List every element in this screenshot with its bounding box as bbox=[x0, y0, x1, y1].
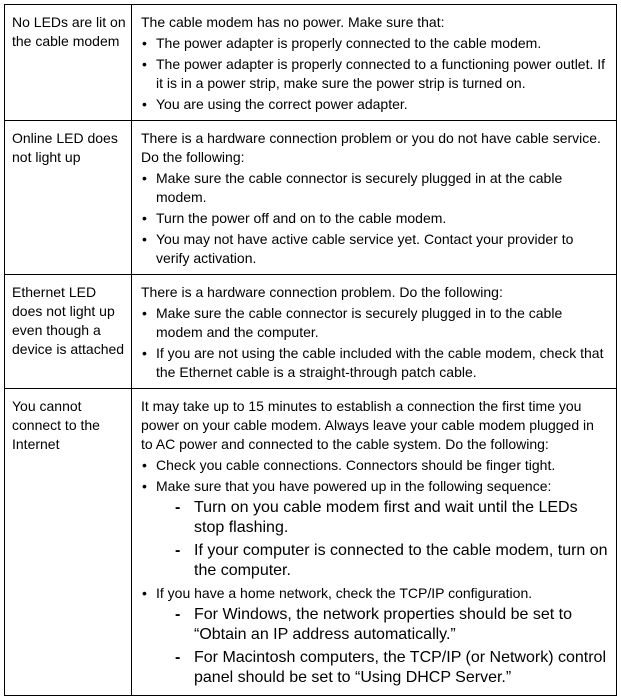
solution-cell bbox=[132, 121, 617, 275]
list-item-text: Make sure that you have powered up in the following sequence: bbox=[156, 478, 552, 494]
symptom-cell: No LEDs are lit on the cable modem bbox=[5, 5, 132, 121]
solution-intro: It may take up to 15 minutes to establish a connection the first time you power on your cable modem. Always leave your cable modem plugged in to AC power and connected to the cable system. Do the following: bbox=[141, 398, 594, 452]
sub-list-item: - For Windows, the network properties should be set to “Obtain an IP address automatically.” bbox=[156, 605, 608, 645]
sub-list bbox=[156, 605, 608, 688]
list-item: • The power adapter is properly connected to a functioning power outlet. If it is in a power strip, make sure the power strip is turned on. bbox=[141, 55, 608, 93]
solution-list bbox=[141, 169, 608, 268]
table-row bbox=[5, 121, 617, 275]
table-row bbox=[5, 5, 617, 121]
sub-list bbox=[156, 498, 608, 581]
solution-cell bbox=[132, 5, 617, 121]
list-item: • You may not have active cable service yet. Contact your provider to verify activation. bbox=[141, 230, 608, 268]
solution-list bbox=[141, 304, 608, 382]
solution-list bbox=[141, 34, 608, 114]
list-item: • Check you cable connections. Connectors should be finger tight. bbox=[141, 456, 608, 475]
list-item bbox=[141, 584, 608, 688]
solution-intro: There is a hardware connection problem. Do the following: bbox=[141, 284, 503, 300]
solution-intro: There is a hardware connection problem or you do not have cable service. Do the following: bbox=[141, 130, 601, 165]
list-item: • Make sure the cable connector is securely plugged in to the cable modem and the computer. bbox=[141, 304, 608, 342]
list-item: • The power adapter is properly connected to the cable modem. bbox=[141, 34, 608, 53]
table-row bbox=[5, 275, 617, 389]
table-row bbox=[5, 389, 617, 696]
sub-list-item: - If your computer is connected to the cable modem, turn on the computer. bbox=[156, 541, 608, 581]
list-item: • Turn the power off and on to the cable modem. bbox=[141, 209, 608, 228]
sub-list-item: - For Macintosh computers, the TCP/IP (or Network) control panel should be set to “Using DHCP Server.” bbox=[156, 648, 608, 688]
solution-cell bbox=[132, 389, 617, 696]
symptom-cell: Online LED does not light up bbox=[5, 121, 132, 275]
troubleshooting-table bbox=[4, 4, 617, 696]
solution-cell bbox=[132, 275, 617, 389]
symptom-cell: Ethernet LED does not light up even though a device is attached bbox=[5, 275, 132, 389]
sub-list-item: - Turn on you cable modem first and wait until the LEDs stop flashing. bbox=[156, 498, 608, 538]
solution-intro: The cable modem has no power. Make sure that: bbox=[141, 14, 445, 30]
list-item: • You are using the correct power adapter. bbox=[141, 95, 608, 114]
list-item: • If you are not using the cable included with the cable modem, check that the Ethernet cable is a straight-through patch cable. bbox=[141, 344, 608, 382]
solution-list bbox=[141, 456, 608, 688]
symptom-cell: You cannot connect to the Internet bbox=[5, 389, 132, 696]
list-item bbox=[141, 477, 608, 581]
list-item-text: If you have a home network, check the TCP/IP configuration. bbox=[156, 585, 533, 601]
list-item: • Make sure the cable connector is securely plugged in at the cable modem. bbox=[141, 169, 608, 207]
